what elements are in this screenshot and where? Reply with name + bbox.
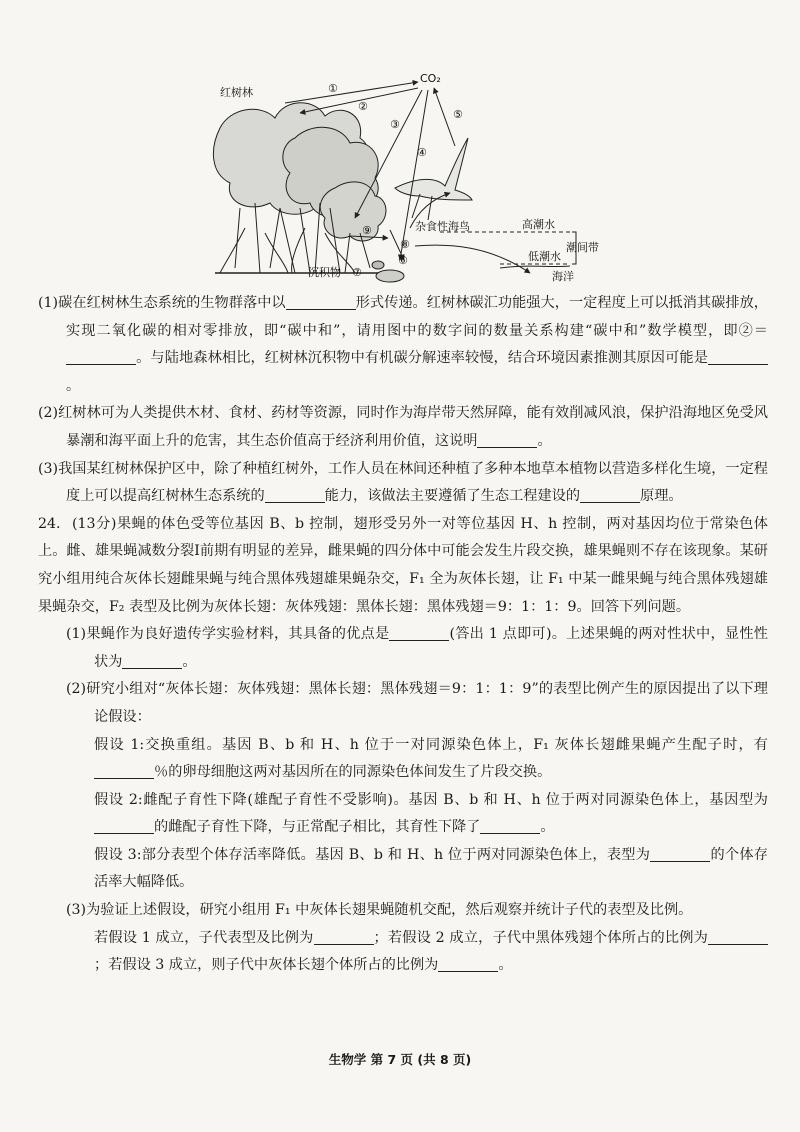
q23-part-3: (3)我国某红树林保护区中，除了种植红树外，工作人员在林间还种植了多种本地草本植物以营造多样化生境，一定程度上可以提高红树林生态系统的 能力，该做法主要遵循了生态工程建设的 原理。 <box>38 460 768 505</box>
answer-blank[interactable] <box>286 293 356 310</box>
answer-blank[interactable] <box>480 817 540 834</box>
arrow-number-3: ③ <box>390 118 400 131</box>
answer-blank[interactable] <box>265 486 325 503</box>
question-number: 24. <box>38 515 61 532</box>
q23-part-1: (1)碳在红树林生态系统的生物群落中以 形式传递。红树林碳汇功能强大，一定程度上可以抵消其碳排放，实现二氧化碳的相对零排放，即“碳中和”，请用图中的数字间的数量关系构建“碳中和”数学模型，即②＝。与陆地森林相比，红树林沉积物中有机碳分解速率较慢，结合环境因素推测其原因可能是。 <box>38 295 768 394</box>
answer-blank[interactable] <box>314 928 374 945</box>
seabird-illustration <box>395 138 472 220</box>
arrow-number-9: ⑨ <box>362 224 372 237</box>
label-ocean: 海洋 <box>552 270 574 283</box>
answer-blank[interactable] <box>580 486 640 503</box>
answer-blank[interactable] <box>94 762 154 779</box>
label-high-tide: 高潮水 <box>522 218 555 231</box>
label-seabird: 杂食性海鸟 <box>415 220 470 233</box>
answer-blank[interactable] <box>708 348 768 365</box>
hypothesis-2: 假设 2:雌配子育性下降(雄配子育性不受影响)。基因 B、b 和 H、h 位于两对同源染色体上，基因型为的雌配子育性下降，与正常配子相比，其育性下降了 。 <box>94 791 768 836</box>
answer-blank[interactable] <box>122 652 182 669</box>
arrow-number-5: ⑤ <box>453 108 463 121</box>
label-sediment: 沉积物 <box>308 266 341 279</box>
hypothesis-3: 假设 3:部分表型个体存活率降低。基因 B、b 和 H、h 位于两对同源染色体上，表型为 的个体存活率大幅降低。 <box>94 846 768 891</box>
arrow-number-8: ⑧ <box>400 238 410 251</box>
q23-part-2: (2)红树林可为人类提供木材、食材、药材等资源，同时作为海岸带天然屏障，能有效削减风浪，保护沿海地区免受风暴潮和海平面上升的危害，其生态价值高于经济利用价值，这说明 。 <box>38 405 768 449</box>
arrow-number-1: ① <box>328 82 338 95</box>
q24-part-1: (1)果蝇作为良好遗传学实验材料，其具备的优点是 (答出 1 点即可)。上述果蝇的两对性状中，显性性状为 。 <box>66 626 768 670</box>
answer-blank[interactable] <box>477 431 537 448</box>
diagram-svg <box>200 68 600 288</box>
arrow-number-4: ④ <box>417 146 427 159</box>
answer-blank[interactable] <box>389 624 449 641</box>
answer-blank[interactable] <box>650 845 710 862</box>
q24-part-2-intro: (2)研究小组对“灰体长翅：灰体残翅：黑体长翅：黑体残翅＝9：1：1：9”的表型比例产生的原因提出了以下理论假设： <box>66 681 768 725</box>
label-co2: CO₂ <box>420 72 441 85</box>
arrow-number-7: ⑦ <box>352 266 362 279</box>
answer-blank[interactable] <box>66 348 136 365</box>
label-low-tide: 低潮水 <box>528 250 561 263</box>
q24-stem: 24. (13分)果蝇的体色受等位基因 B、b 控制，翅形受另外一对等位基因 H、h 控制，两对基因均位于常染色体上。雌、雄果蝇减数分裂Ⅰ前期有明显的差异，雌果蝇的四分体中可能会发生片段交换，雄果蝇则不存在该现象。某研究小组用纯合灰体长翅雌果蝇与纯合黑体残翅雄果蝇杂交，F₁ 全为灰体长翅，让 F₁ 中某一雌果蝇与纯合黑体残翅雄果蝇杂交，F₂ 表型及比例为灰体长翅：灰体残翅：黑体长翅：黑体残翅＝9：1：1：9。回答下列问题。 <box>38 511 768 621</box>
answer-blank[interactable] <box>438 955 498 972</box>
page-footer: 生物学 第 7 页 (共 8 页) <box>328 1052 472 1067</box>
arrow-number-6: ⑥ <box>398 254 408 267</box>
question-content <box>38 290 768 980</box>
q24-part-3: (3)为验证上述假设，研究小组用 F₁ 中灰体长翅果蝇随机交配，然后观察并统计子代的表型及比例。 <box>66 902 693 919</box>
label-mangrove: 红树林 <box>220 86 253 99</box>
answer-blank[interactable] <box>94 817 154 834</box>
mangrove-carbon-cycle-diagram <box>200 68 600 288</box>
answer-blank[interactable] <box>708 928 768 945</box>
label-intertidal: 潮间带 <box>566 241 599 254</box>
mangrove-trees-illustration <box>213 103 386 273</box>
hypothesis-1: 假设 1:交换重组。基因 B、b 和 H、h 位于一对同源染色体上，F₁ 灰体长翅雌果蝇产生配子时，有％的卵母细胞这两对基因所在的同源染色体间发生了片段交换。 <box>94 736 768 781</box>
q24-part-3-blanks: 若假设 1 成立，子代表型及比例为 ；若假设 2 成立，子代中黑体残翅个体所占的比例为；若假设 3 成立，则子代中灰体长翅个体所占的比例为 。 <box>38 925 768 980</box>
arrow-number-2: ② <box>358 100 368 113</box>
